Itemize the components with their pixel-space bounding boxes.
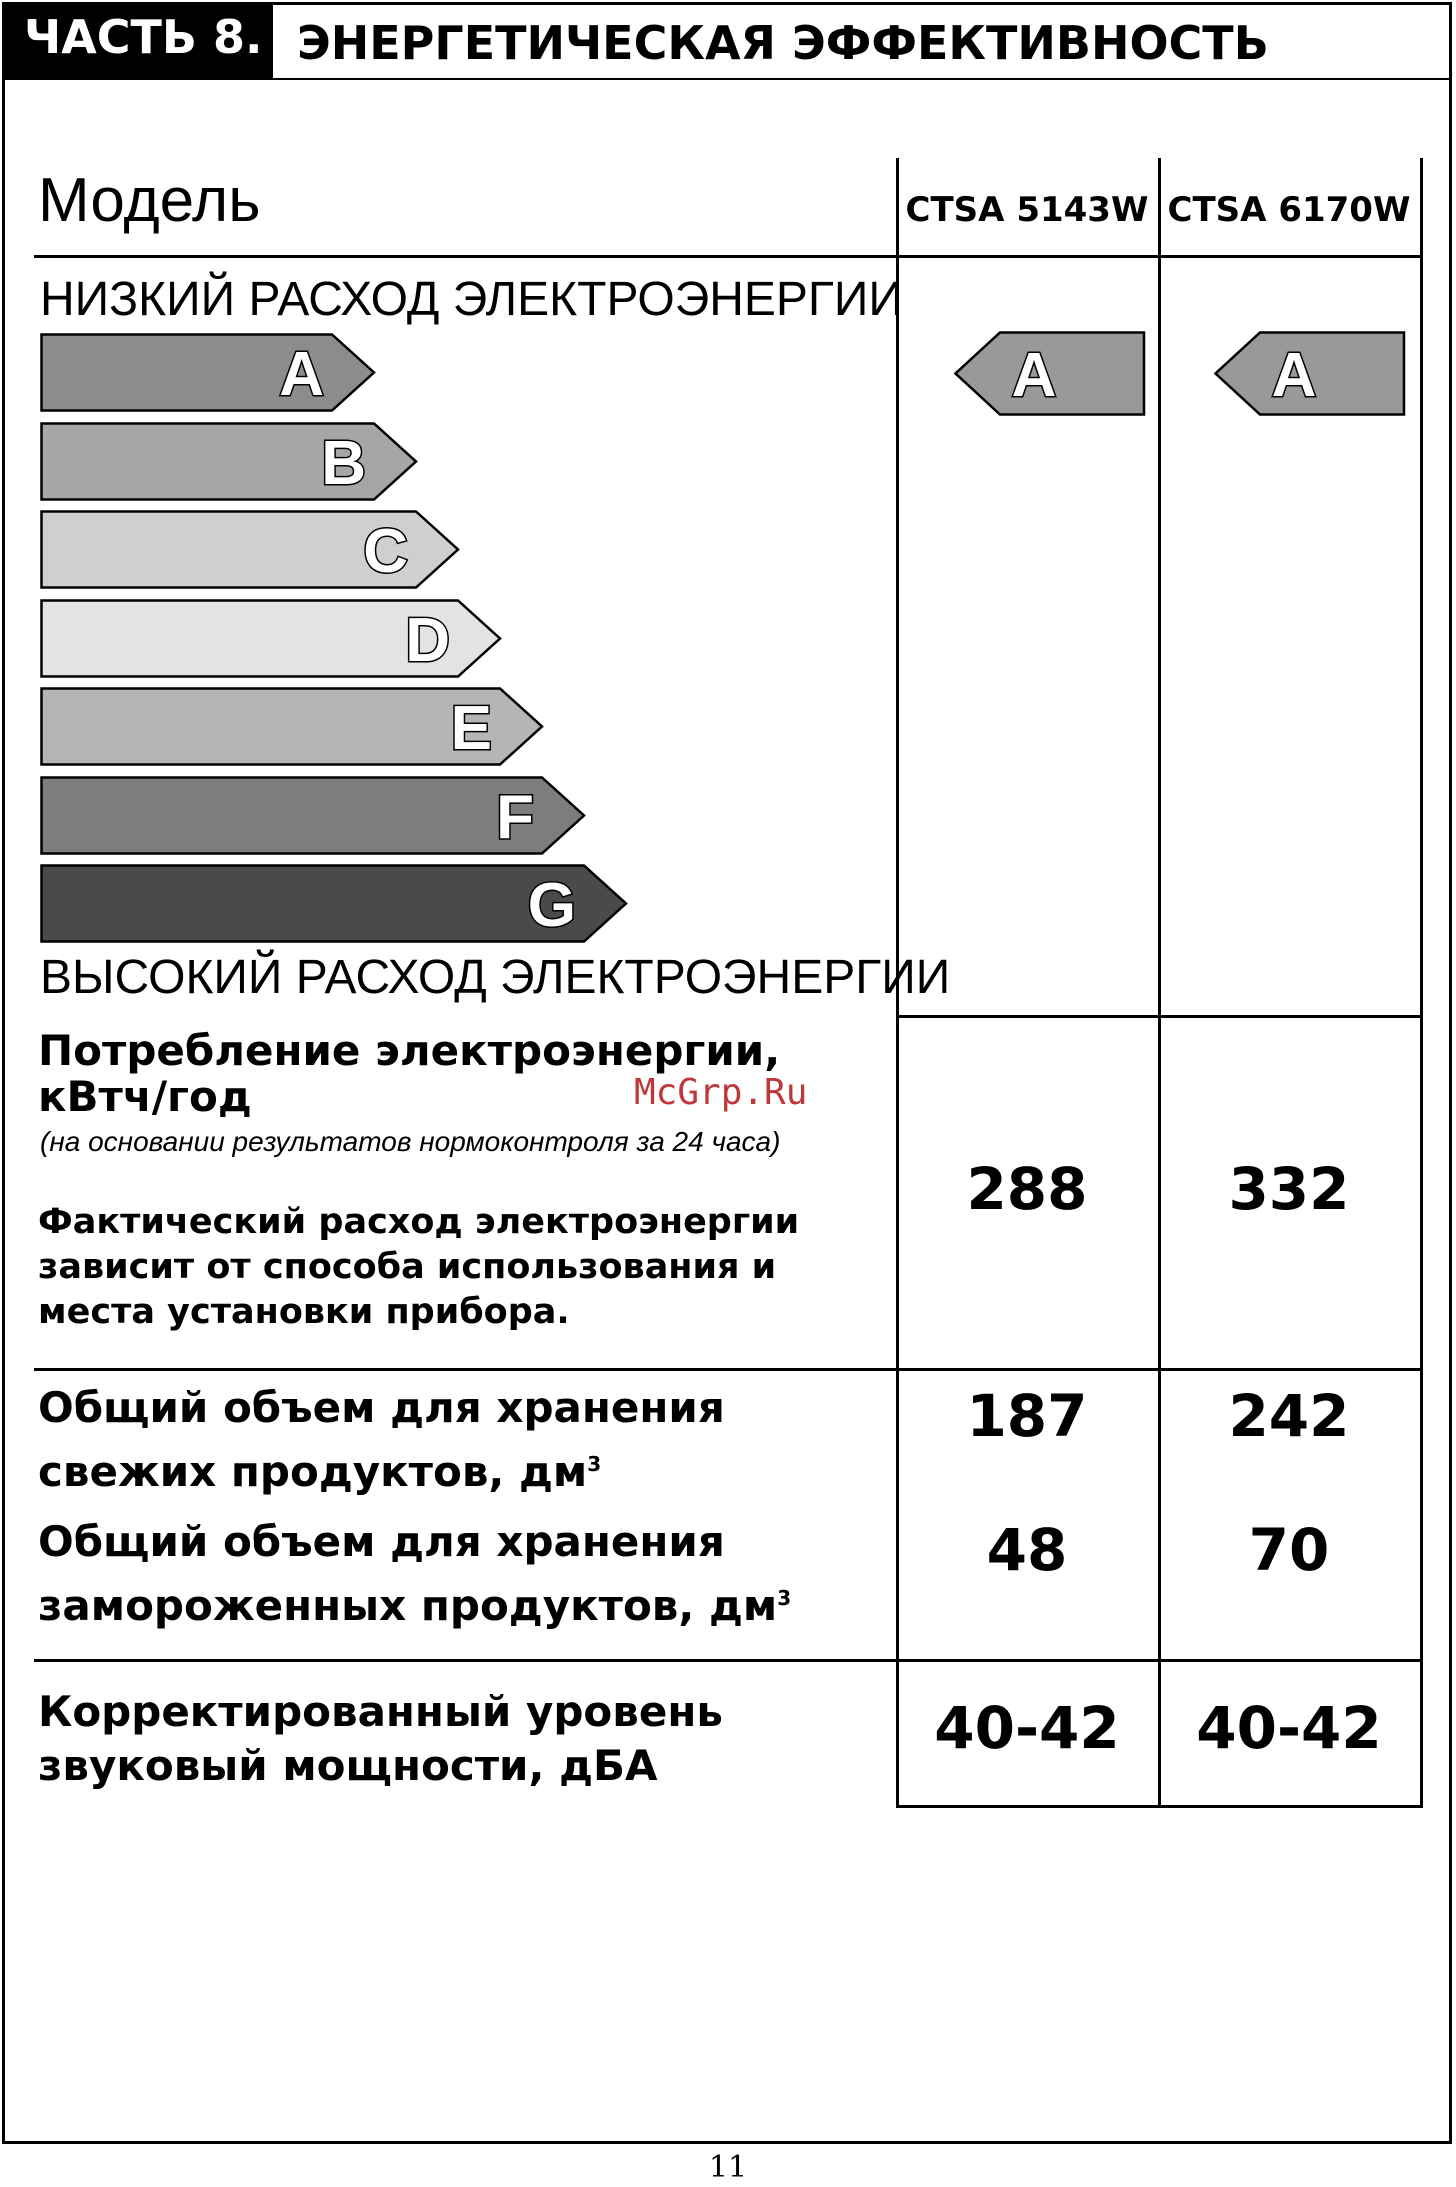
consumption-value-2: 332 [1228,1155,1350,1223]
table-hline-consumption [34,1368,1423,1371]
section-title: ЭНЕРГЕТИЧЕСКАЯ ЭФФЕКТИВНОСТЬ [273,2,1452,80]
noise-line1: Корректированный уровень [38,1687,723,1736]
noise-value-2: 40-42 [1196,1694,1382,1762]
model-name-1: CTSA 5143W [905,190,1149,230]
table-hline-classes [896,1015,1423,1018]
energy-class-bar-f [40,776,590,858]
consumption-value-1: 288 [966,1155,1088,1223]
fresh-volume-unit-sup: 3 [587,1452,602,1476]
fresh-volume-value-2: 242 [1228,1382,1350,1450]
consumption-title-line1: Потребление электроэнергии, [38,1026,781,1075]
model-rating-letter-1: A [1011,341,1057,410]
energy-class-bar-d [40,599,506,681]
fresh-volume-line1: Общий объем для хранения [38,1383,725,1432]
energy-class-bar-g [40,864,632,946]
frozen-volume-value-2: 70 [1248,1516,1330,1584]
fresh-volume-line2: свежих продуктов, дм [38,1447,588,1496]
energy-class-bar-e [40,687,548,769]
watermark: McGrp.Ru [634,1072,808,1113]
table-hline-bottom [896,1805,1423,1808]
fresh-volume-title [38,1380,725,1500]
frozen-volume-value-1: 48 [986,1516,1068,1584]
low-consumption-label: НИЗКИЙ РАСХОД ЭЛЕКТРОЭНЕРГИИ [40,273,903,326]
model-label: Модель [38,166,261,235]
high-consumption-label: ВЫСОКИЙ РАСХОД ЭЛЕКТРОЭНЕРГИИ [40,951,951,1004]
energy-class-letter-f: F [496,782,534,852]
model-energy-rating-2 [1214,331,1408,421]
page-number: 11 [708,2150,748,2185]
noise-value-1: 40-42 [934,1694,1120,1762]
table-hline-model [34,255,1420,258]
consumption-remark-line1: Фактический расход электроэнергии [38,1202,800,1242]
section-number: ЧАСТЬ 8. [2,2,273,80]
energy-class-arrow-a [42,335,375,411]
consumption-remark [38,1200,799,1335]
energy-class-letter-e: E [450,694,492,763]
energy-class-bar-a [40,333,380,415]
fresh-volume-value-1: 187 [966,1382,1088,1450]
energy-class-letter-c: C [363,517,408,586]
model-rating-letter-2: A [1271,341,1317,410]
consumption-note: (на основании результатов нормоконтроля за 24 часа) [40,1126,781,1157]
energy-class-letter-g: G [527,871,576,940]
frozen-volume-line1: Общий объем для хранения [38,1517,725,1566]
model-energy-rating-1 [954,331,1148,421]
frozen-volume-title [38,1514,791,1634]
consumption-remark-line2: зависит от способа использования и [38,1247,777,1287]
model-name-2: CTSA 6170W [1167,190,1411,230]
energy-class-letter-b: B [321,428,366,498]
table-hline-volume [34,1659,1423,1662]
consumption-title-line2: кВтч/год [38,1072,252,1121]
energy-class-letter-d: D [405,605,450,675]
consumption-remark-line3: места установки прибора. [38,1292,570,1332]
noise-title [38,1685,723,1793]
frozen-volume-unit-sup: 3 [777,1586,792,1610]
energy-class-bar-c [40,510,464,592]
table-vline-3 [1420,158,1423,1808]
energy-class-letter-a: A [279,340,324,409]
frozen-volume-line2: замороженных продуктов, дм [38,1581,778,1630]
noise-line2: звуковый мощности, дБА [38,1741,658,1790]
energy-class-bar-b [40,422,422,504]
